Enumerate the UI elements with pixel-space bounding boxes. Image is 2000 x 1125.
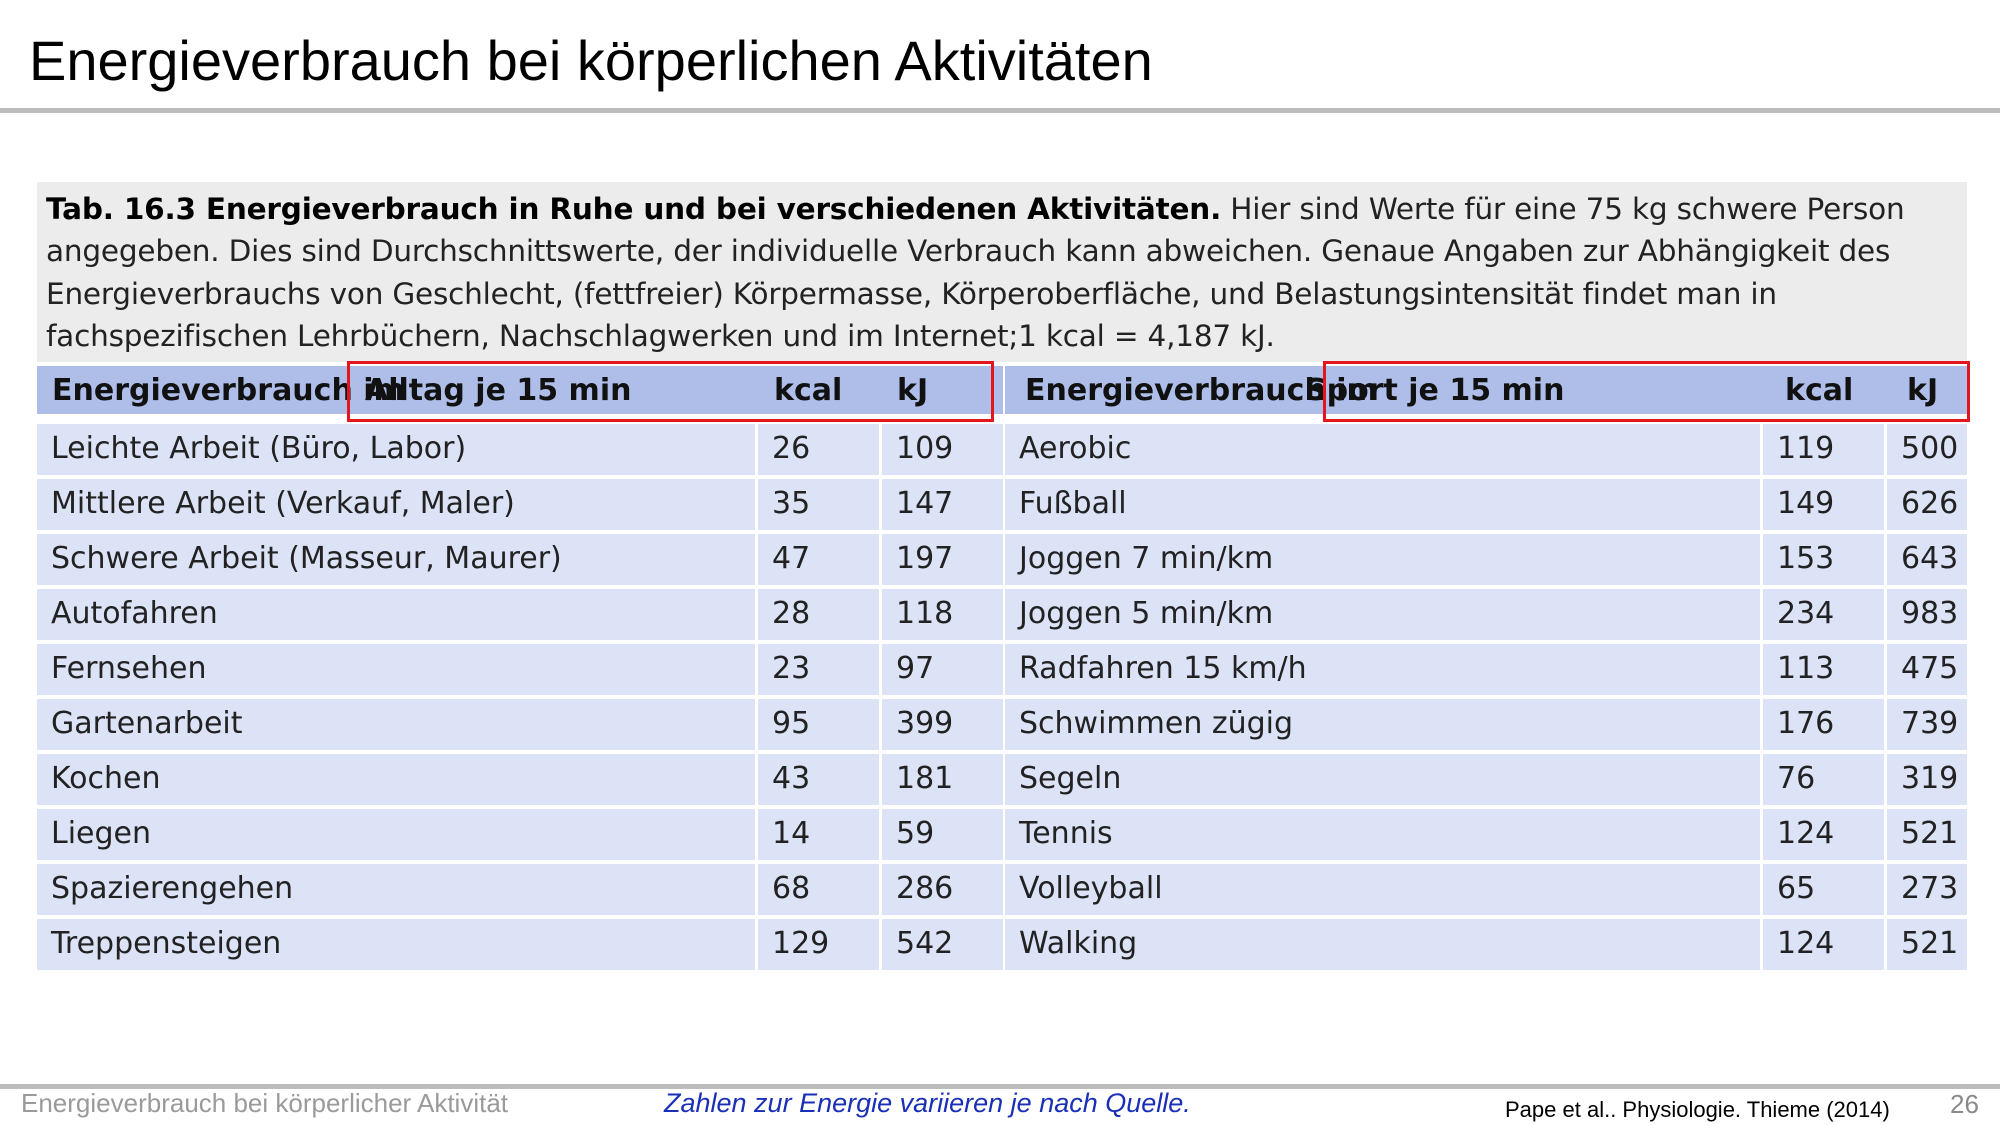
activity-cell [1005, 589, 1760, 640]
kj-cell [1887, 919, 1967, 970]
cell-text: 521 [1901, 926, 1959, 961]
energy-table [37, 366, 1967, 968]
cell-text: Fernsehen [51, 651, 207, 686]
kcal-cell [758, 424, 879, 475]
cell-text: Fußball [1019, 486, 1127, 521]
kcal-cell [1763, 754, 1884, 805]
kj-cell [882, 424, 1003, 475]
cell-text: 626 [1901, 486, 1959, 521]
table-row [37, 919, 1967, 970]
cell-text: 181 [896, 761, 954, 796]
cell-text: 28 [772, 596, 811, 631]
cell-text: 153 [1777, 541, 1835, 576]
kj-cell [882, 479, 1003, 530]
kj-cell [882, 534, 1003, 585]
activity-cell [37, 424, 755, 475]
cell-text: Joggen 7 min/km [1019, 541, 1274, 576]
activity-cell [37, 644, 755, 695]
cell-text: Segeln [1019, 761, 1122, 796]
table-row [37, 754, 1967, 805]
cell-text: Spazierengehen [51, 871, 294, 906]
kj-cell [1887, 534, 1967, 585]
table-row [37, 589, 1967, 640]
header-kcal: kcal [1785, 373, 1854, 408]
activity-cell [1005, 809, 1760, 860]
kcal-cell [758, 589, 879, 640]
cell-text: Kochen [51, 761, 161, 796]
cell-text: 14 [772, 816, 811, 851]
activity-cell [1005, 534, 1760, 585]
table-row [37, 644, 1967, 695]
kj-cell [882, 699, 1003, 750]
header-highlight: Alltag je 15 min [365, 373, 632, 408]
slide-title: Energieverbrauch bei körperlichen Aktivitäten [29, 29, 1153, 92]
cell-text: 109 [896, 431, 954, 466]
cell-text: 76 [1777, 761, 1816, 796]
table-row [37, 864, 1967, 915]
cell-text: 124 [1777, 926, 1835, 961]
cell-text: 65 [1777, 871, 1816, 906]
cell-text: 542 [896, 926, 954, 961]
header-prefix: Energieverbrauch im [52, 373, 405, 408]
cell-text: Volleyball [1019, 871, 1163, 906]
kj-cell [1887, 699, 1967, 750]
table-caption [46, 188, 1966, 357]
cell-text: Radfahren 15 km/h [1019, 651, 1307, 686]
header-kj: kJ [897, 373, 929, 408]
cell-text: 59 [896, 816, 935, 851]
kcal-cell [758, 754, 879, 805]
kcal-cell [1763, 534, 1884, 585]
kcal-cell [758, 644, 879, 695]
table-row [37, 699, 1967, 750]
kj-cell [1887, 644, 1967, 695]
kcal-cell [1763, 479, 1884, 530]
cell-text: 286 [896, 871, 954, 906]
kcal-cell [1763, 699, 1884, 750]
cell-text: Schwere Arbeit (Masseur, Maurer) [51, 541, 562, 576]
header-prefix: Energieverbrauch im [1025, 373, 1378, 408]
kj-cell [882, 589, 1003, 640]
kcal-cell [1763, 589, 1884, 640]
cell-text: 176 [1777, 706, 1835, 741]
kcal-cell [758, 534, 879, 585]
cell-text: 118 [896, 596, 954, 631]
activity-cell [37, 589, 755, 640]
kj-cell [1887, 809, 1967, 860]
cell-text: 399 [896, 706, 954, 741]
kj-cell [1887, 424, 1967, 475]
cell-text: 119 [1777, 431, 1835, 466]
kj-cell [882, 754, 1003, 805]
footer-note: Zahlen zur Energie variieren je nach Quelle. [664, 1088, 1191, 1118]
kj-cell [882, 864, 1003, 915]
activity-cell [37, 864, 755, 915]
page-number: 26 [1950, 1089, 1979, 1119]
activity-cell [37, 479, 755, 530]
activity-cell [37, 754, 755, 805]
kj-cell [882, 644, 1003, 695]
kcal-cell [758, 479, 879, 530]
kcal-cell [758, 809, 879, 860]
kj-cell [1887, 589, 1967, 640]
cell-text: 319 [1901, 761, 1959, 796]
activity-cell [1005, 864, 1760, 915]
kcal-cell [758, 919, 879, 970]
cell-text: Treppensteigen [51, 926, 282, 961]
activity-cell [37, 534, 755, 585]
kcal-cell [1763, 919, 1884, 970]
highlight-box-alltag [347, 361, 994, 422]
activity-cell [1005, 479, 1760, 530]
kj-cell [882, 809, 1003, 860]
header-highlight: Sport je 15 min [1305, 373, 1565, 408]
kj-cell [1887, 754, 1967, 805]
table-row [37, 809, 1967, 860]
cell-text: Aerobic [1019, 431, 1132, 466]
kcal-cell [1763, 644, 1884, 695]
kcal-cell [758, 699, 879, 750]
cell-text: Mittlere Arbeit (Verkauf, Maler) [51, 486, 515, 521]
activity-cell [1005, 919, 1760, 970]
activity-cell [1005, 644, 1760, 695]
cell-text: 26 [772, 431, 811, 466]
cell-text: Walking [1019, 926, 1138, 961]
table-row [37, 534, 1967, 585]
cell-text: 35 [772, 486, 811, 521]
cell-text: 113 [1777, 651, 1835, 686]
cell-text: 47 [772, 541, 811, 576]
cell-text: 43 [772, 761, 811, 796]
cell-text: 983 [1901, 596, 1959, 631]
highlight-box-sport [1323, 361, 1970, 422]
caption-label: Tab. 16.3 Energieverbrauch in Ruhe und bei verschiedenen Aktivitäten. [46, 192, 1222, 226]
kj-cell [1887, 479, 1967, 530]
cell-text: Leichte Arbeit (Büro, Labor) [51, 431, 467, 466]
cell-text: 149 [1777, 486, 1835, 521]
cell-text: 95 [772, 706, 811, 741]
header-kj: kJ [1907, 373, 1939, 408]
kj-cell [882, 919, 1003, 970]
footer-source: Pape et al.. Physiologie. Thieme (2014) [1505, 1097, 1890, 1122]
cell-text: Joggen 5 min/km [1019, 596, 1274, 631]
activity-cell [1005, 424, 1760, 475]
table-row [37, 424, 1967, 475]
activity-cell [37, 809, 755, 860]
caption-body: Hier sind Werte für eine 75 kg schwere Person angegeben. Dies sind Durchschnittswerte, der individuelle Verbrauch kann abweichen. Genaue Angaben zur Abhängigkeit des Energieverbrauchs von Geschlecht, (fettfreier) Körpermasse, Körperoberfläche, und Belastungsintensität findet man in fachspezifischen Lehrbüchern, Nachschlagwerken und im Internet;1 kcal = 4,187 kJ. [46, 192, 1905, 353]
activity-cell [1005, 699, 1760, 750]
activity-cell [37, 919, 755, 970]
cell-text: 147 [896, 486, 954, 521]
header-kcal: kcal [774, 373, 843, 408]
kj-cell [1887, 864, 1967, 915]
cell-text: 739 [1901, 706, 1959, 741]
activity-cell [1005, 754, 1760, 805]
cell-text: 475 [1901, 651, 1959, 686]
footer-section-title: Energieverbrauch bei körperlicher Aktivität [21, 1088, 509, 1118]
cell-text: 197 [896, 541, 954, 576]
cell-text: 129 [772, 926, 830, 961]
kcal-cell [1763, 424, 1884, 475]
cell-text: 234 [1777, 596, 1835, 631]
table-row [37, 479, 1967, 530]
cell-text: 521 [1901, 816, 1959, 851]
kcal-cell [1763, 809, 1884, 860]
cell-text: 500 [1901, 431, 1959, 466]
title-divider [0, 108, 2000, 113]
activity-cell [37, 699, 755, 750]
cell-text: Tennis [1019, 816, 1113, 851]
cell-text: Liegen [51, 816, 152, 851]
cell-text: 273 [1901, 871, 1959, 906]
cell-text: Gartenarbeit [51, 706, 243, 741]
cell-text: 124 [1777, 816, 1835, 851]
cell-text: Autofahren [51, 596, 218, 631]
cell-text: 97 [896, 651, 935, 686]
kcal-cell [758, 864, 879, 915]
cell-text: 68 [772, 871, 811, 906]
kcal-cell [1763, 864, 1884, 915]
cell-text: Schwimmen zügig [1019, 706, 1294, 741]
cell-text: 643 [1901, 541, 1959, 576]
cell-text: 23 [772, 651, 811, 686]
